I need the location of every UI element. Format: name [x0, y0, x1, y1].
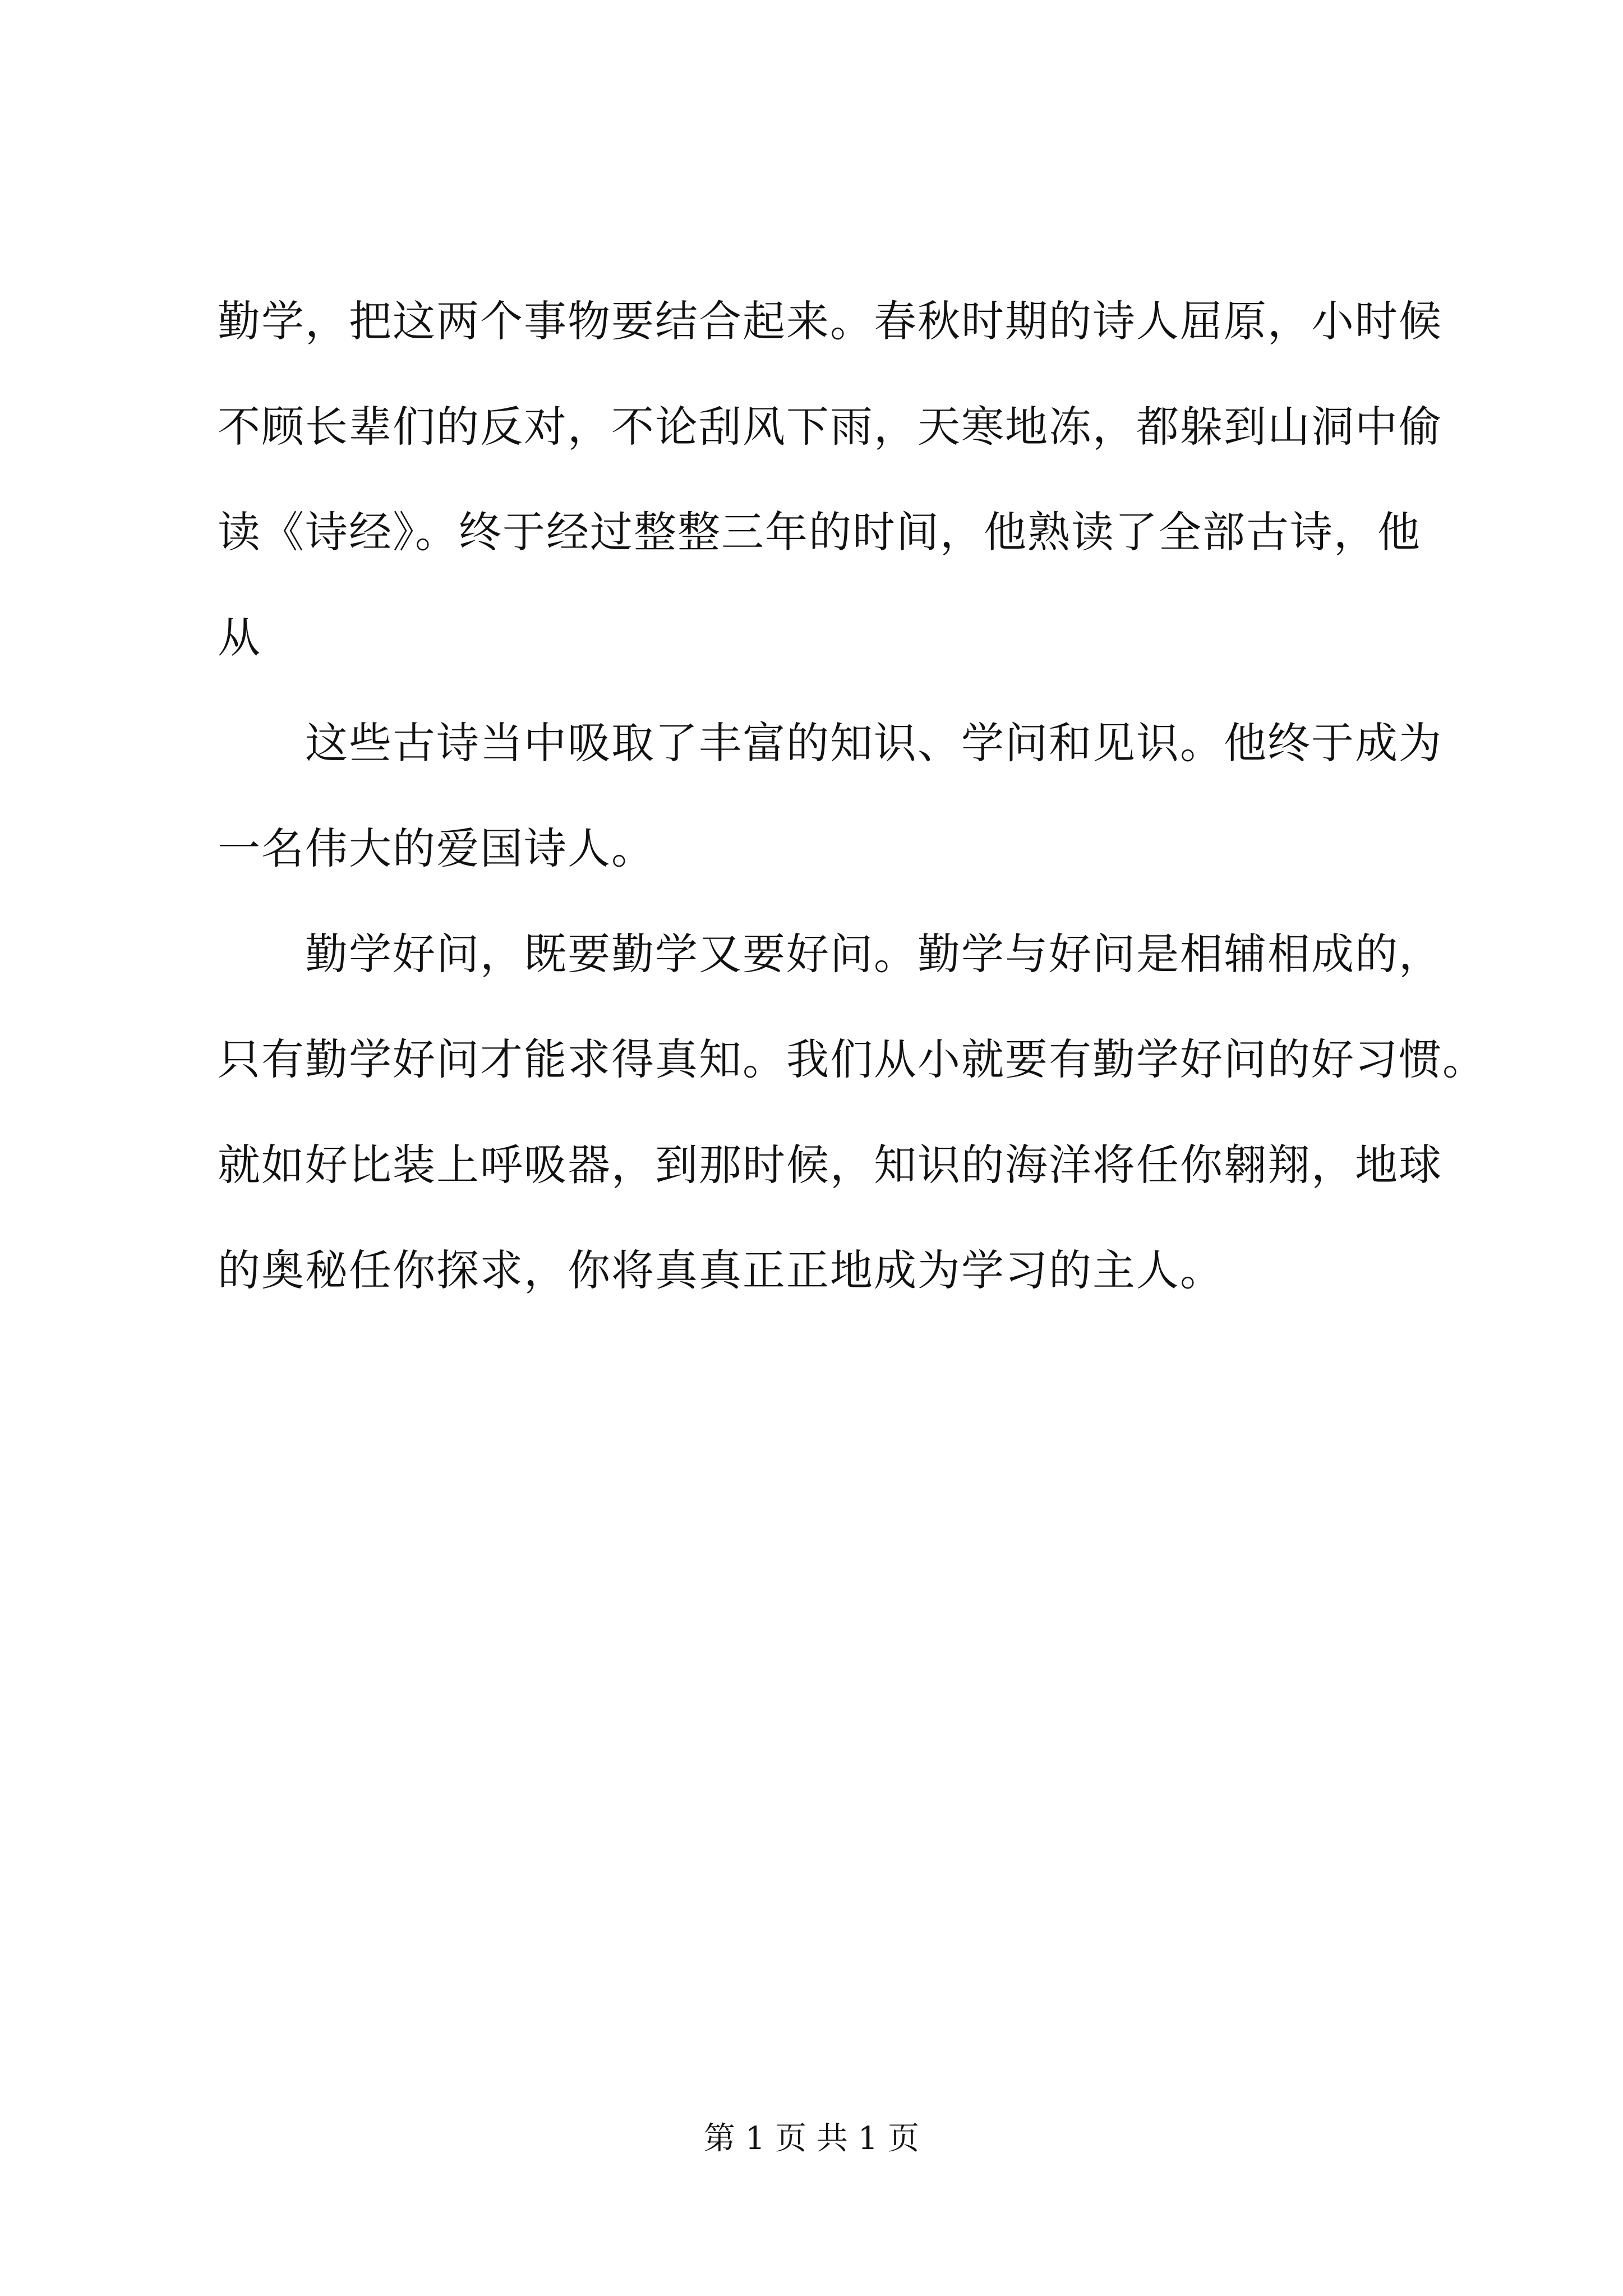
text-line-10: 的奥秘任你探求，你将真真正正地成为学习的主人。 [218, 1245, 1224, 1295]
text-line-1: 勤学，把这两个事物要结合起来。春秋时期的诗人屈原，小时候 [218, 296, 1442, 346]
page-footer: 第 1 页 共 1 页 [703, 2120, 920, 2157]
text-line-4: 从 [218, 613, 261, 662]
text-line-2: 不顾长辈们的反对，不论刮风下雨，天寒地冻，都躲到山洞中偷 [218, 402, 1442, 452]
text-line-8: 只有勤学好问才能求得真知。我们从小就要有勤学好问的好习惯。 [218, 1034, 1486, 1084]
text-line-3: 读《诗经》。终于经过整整三年的时间，他熟读了全部古诗，他 [218, 507, 1421, 557]
document-body [218, 292, 1486, 1346]
text-line-5: 这些古诗当中吸取了丰富的知识、学问和见识。他终于成为 [218, 718, 1442, 768]
text-line-9: 就如好比装上呼吸器，到那时候，知识的海洋将任你翱翔，地球 [218, 1140, 1442, 1190]
text-line-6: 一名伟大的爱国诗人。 [218, 823, 655, 873]
text-line-7: 勤学好问，既要勤学又要好问。勤学与好问是相辅相成的， [218, 929, 1442, 979]
